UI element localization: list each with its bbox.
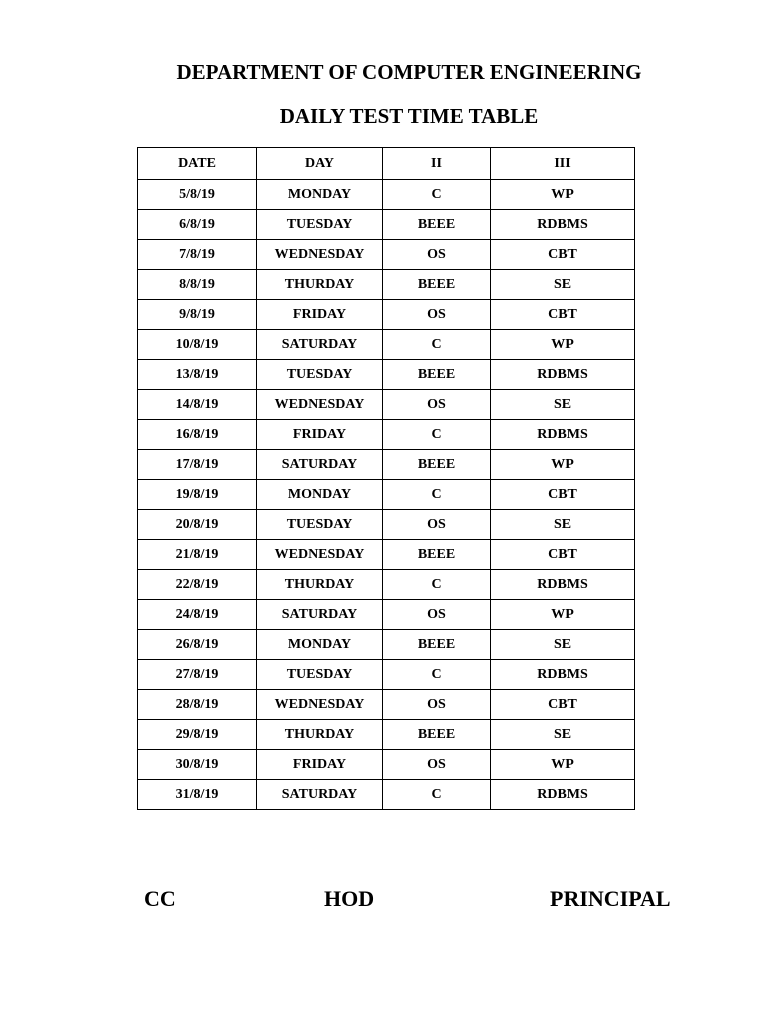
cell-day: MONDAY (257, 480, 383, 510)
table-row (138, 750, 635, 780)
cell-ii: OS (383, 240, 491, 270)
cell-date: 9/8/19 (138, 300, 257, 330)
cell-iii: SE (491, 720, 635, 750)
table-header-row (138, 148, 635, 180)
cell-date: 8/8/19 (138, 270, 257, 300)
cell-ii: OS (383, 750, 491, 780)
cell-iii: SE (491, 630, 635, 660)
cell-date: 31/8/19 (138, 780, 257, 810)
cell-ii: OS (383, 690, 491, 720)
cell-date: 20/8/19 (138, 510, 257, 540)
cell-date: 17/8/19 (138, 450, 257, 480)
cell-ii: BEEE (383, 210, 491, 240)
column-header-iii: III (491, 148, 635, 180)
table-row (138, 630, 635, 660)
cell-iii: SE (491, 510, 635, 540)
cell-ii: C (383, 420, 491, 450)
cell-date: 24/8/19 (138, 600, 257, 630)
cell-day: SATURDAY (257, 600, 383, 630)
cell-date: 29/8/19 (138, 720, 257, 750)
cell-ii: BEEE (383, 360, 491, 390)
department-title: DEPARTMENT OF COMPUTER ENGINEERING (176, 60, 642, 84)
cell-day: SATURDAY (257, 780, 383, 810)
cell-ii: OS (383, 300, 491, 330)
timetable-body (138, 180, 635, 810)
cell-iii: CBT (491, 690, 635, 720)
cell-iii: RDBMS (491, 780, 635, 810)
column-header-date: DATE (138, 148, 257, 180)
cell-iii: CBT (491, 300, 635, 330)
cell-day: THURDAY (257, 270, 383, 300)
cell-day: TUESDAY (257, 210, 383, 240)
table-row (138, 330, 635, 360)
cell-iii: WP (491, 750, 635, 780)
table-row (138, 180, 635, 210)
cell-day: FRIDAY (257, 420, 383, 450)
signature-principal: PRINCIPAL (550, 886, 671, 911)
cell-date: 28/8/19 (138, 690, 257, 720)
cell-iii: CBT (491, 240, 635, 270)
cell-iii: CBT (491, 540, 635, 570)
cell-iii: WP (491, 330, 635, 360)
cell-iii: RDBMS (491, 660, 635, 690)
column-header-day: DAY (257, 148, 383, 180)
cell-date: 5/8/19 (138, 180, 257, 210)
cell-ii: C (383, 330, 491, 360)
cell-iii: CBT (491, 480, 635, 510)
cell-iii: WP (491, 180, 635, 210)
cell-date: 13/8/19 (138, 360, 257, 390)
cell-ii: OS (383, 600, 491, 630)
cell-ii: BEEE (383, 720, 491, 750)
cell-date: 27/8/19 (138, 660, 257, 690)
cell-ii: C (383, 480, 491, 510)
cell-date: 22/8/19 (138, 570, 257, 600)
cell-ii: C (383, 180, 491, 210)
cell-day: MONDAY (257, 630, 383, 660)
cell-iii: RDBMS (491, 420, 635, 450)
cell-date: 19/8/19 (138, 480, 257, 510)
cell-date: 30/8/19 (138, 750, 257, 780)
table-row (138, 780, 635, 810)
cell-iii: RDBMS (491, 360, 635, 390)
cell-day: TUESDAY (257, 660, 383, 690)
cell-ii: C (383, 570, 491, 600)
cell-iii: RDBMS (491, 570, 635, 600)
cell-date: 16/8/19 (138, 420, 257, 450)
cell-iii: SE (491, 270, 635, 300)
cell-ii: OS (383, 510, 491, 540)
table-row (138, 570, 635, 600)
cell-date: 26/8/19 (138, 630, 257, 660)
cell-day: THURDAY (257, 570, 383, 600)
cell-day: WEDNESDAY (257, 690, 383, 720)
cell-date: 14/8/19 (138, 390, 257, 420)
table-row (138, 660, 635, 690)
cell-ii: C (383, 780, 491, 810)
signature-hod: HOD (324, 886, 375, 911)
cell-day: WEDNESDAY (257, 540, 383, 570)
table-row (138, 450, 635, 480)
table-row (138, 510, 635, 540)
column-header-ii: II (383, 148, 491, 180)
page-title: DAILY TEST TIME TABLE (279, 104, 539, 128)
table-row (138, 420, 635, 450)
cell-ii: BEEE (383, 540, 491, 570)
cell-date: 6/8/19 (138, 210, 257, 240)
table-row (138, 390, 635, 420)
cell-ii: BEEE (383, 450, 491, 480)
cell-date: 10/8/19 (138, 330, 257, 360)
cell-day: MONDAY (257, 180, 383, 210)
table-row (138, 360, 635, 390)
cell-date: 21/8/19 (138, 540, 257, 570)
timetable (137, 147, 635, 810)
table-row (138, 480, 635, 510)
cell-iii: RDBMS (491, 210, 635, 240)
table-row (138, 270, 635, 300)
cell-day: SATURDAY (257, 450, 383, 480)
cell-ii: BEEE (383, 270, 491, 300)
cell-day: TUESDAY (257, 360, 383, 390)
table-row (138, 690, 635, 720)
cell-day: SATURDAY (257, 330, 383, 360)
table-row (138, 540, 635, 570)
cell-day: THURDAY (257, 720, 383, 750)
cell-day: FRIDAY (257, 750, 383, 780)
cell-date: 7/8/19 (138, 240, 257, 270)
cell-day: FRIDAY (257, 300, 383, 330)
cell-ii: BEEE (383, 630, 491, 660)
table-row (138, 210, 635, 240)
cell-day: TUESDAY (257, 510, 383, 540)
cell-day: WEDNESDAY (257, 240, 383, 270)
cell-day: WEDNESDAY (257, 390, 383, 420)
cell-iii: WP (491, 600, 635, 630)
cell-iii: SE (491, 390, 635, 420)
cell-iii: WP (491, 450, 635, 480)
table-row (138, 300, 635, 330)
table-row (138, 240, 635, 270)
table-row (138, 720, 635, 750)
table-row (138, 600, 635, 630)
signature-cc: CC (144, 886, 176, 911)
cell-ii: C (383, 660, 491, 690)
cell-ii: OS (383, 390, 491, 420)
